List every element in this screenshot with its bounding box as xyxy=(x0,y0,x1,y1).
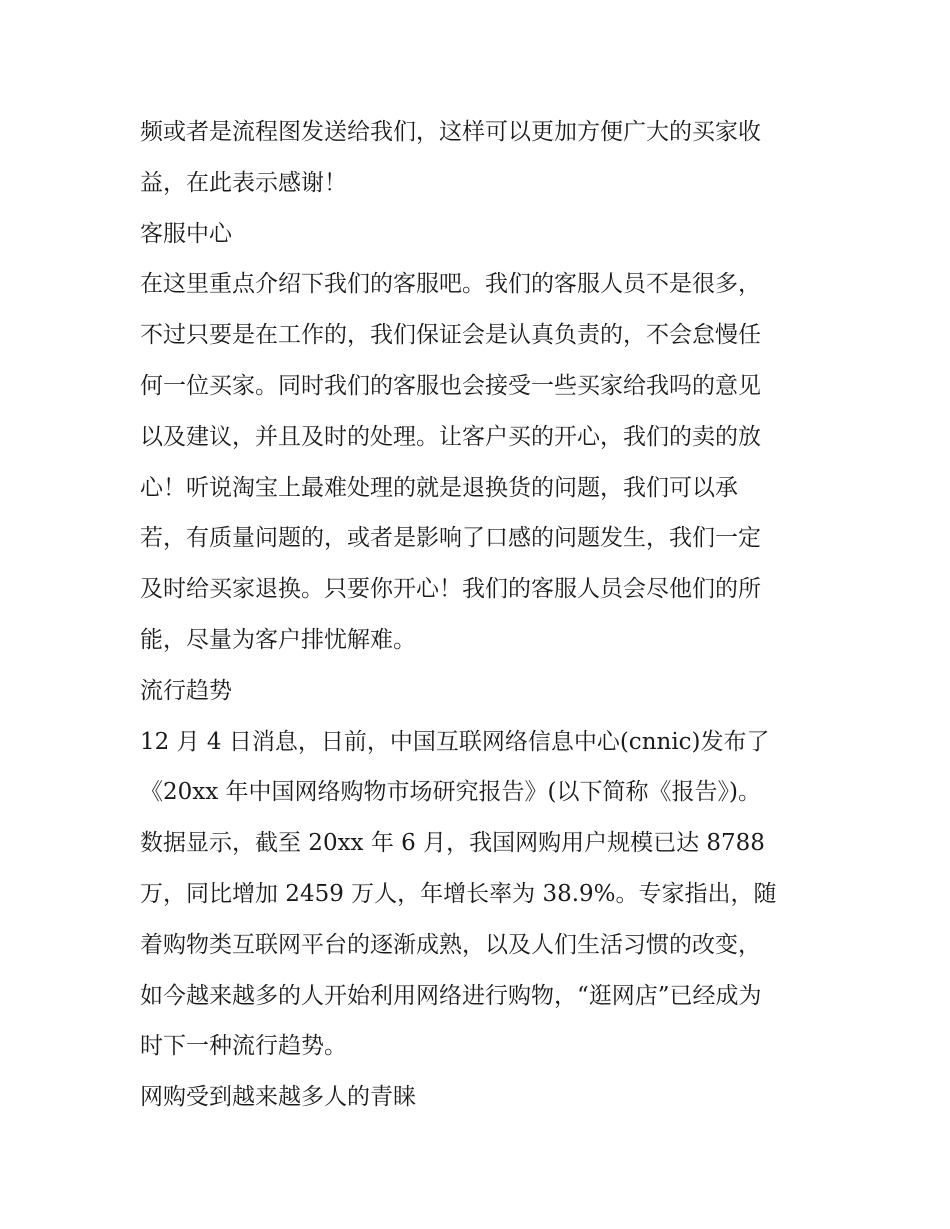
text-line: 时下一种流行趋势。 xyxy=(140,1033,347,1060)
text-line: 万，同比增加 2459 万人，年增长率为 38.9%。专家指出，随 xyxy=(140,880,777,907)
text-line: 能，尽量为客户排忧解难。 xyxy=(140,626,416,653)
paragraph-customer-service xyxy=(140,259,820,665)
text-line: 不过只要是在工作的，我们保证会是认真负责的，不会怠慢任 xyxy=(140,322,761,349)
text-line: 以及建议，并且及时的处理。让客户买的开心，我们的卖的放 xyxy=(140,423,761,450)
text-line: 《20xx 年中国网络购物市场研究报告》(以下简称《报告》)。 xyxy=(140,779,761,806)
section-heading: 客服中心 xyxy=(140,220,232,247)
text-line: 心！听说淘宝上最难处理的就是退换货的问题，我们可以承 xyxy=(140,474,738,501)
heading-trend xyxy=(140,666,820,717)
text-line: 何一位买家。同时我们的客服也会接受一些买家给我吗的意见 xyxy=(140,372,761,399)
paragraph-intro xyxy=(140,107,820,209)
text-line: 数据显示，截至 20xx 年 6 月，我国网购用户规模已达 8788 xyxy=(140,830,765,857)
text-line: 频或者是流程图发送给我们，这样可以更加方便广大的买家收 xyxy=(140,119,761,145)
text-line: 益，在此表示感谢！ xyxy=(140,169,347,196)
document-page xyxy=(140,107,820,1123)
section-heading: 流行趋势 xyxy=(140,677,232,704)
section-heading: 网购受到越来越多人的青睐 xyxy=(140,1084,416,1111)
text-line: 若，有质量问题的，或者是影响了口感的问题发生，我们一定 xyxy=(140,525,761,552)
text-line: 12 月 4 日消息，日前，中国互联网络信息中心(cnnic)发布了 xyxy=(140,728,770,755)
text-line: 在这里重点介绍下我们的客服吧。我们的客服人员不是很多， xyxy=(140,271,761,298)
paragraph-trend xyxy=(140,717,820,1073)
heading-customer-service xyxy=(140,209,820,260)
text-line: 着购物类互联网平台的逐渐成熟，以及人们生活习惯的改变， xyxy=(140,931,761,958)
heading-popularity xyxy=(140,1072,820,1123)
text-line: 如今越来越多的人开始利用网络进行购物，“逛网店”已经成为 xyxy=(140,982,762,1009)
text-line: 及时给买家退换。只要你开心！我们的客服人员会尽他们的所 xyxy=(140,576,761,603)
